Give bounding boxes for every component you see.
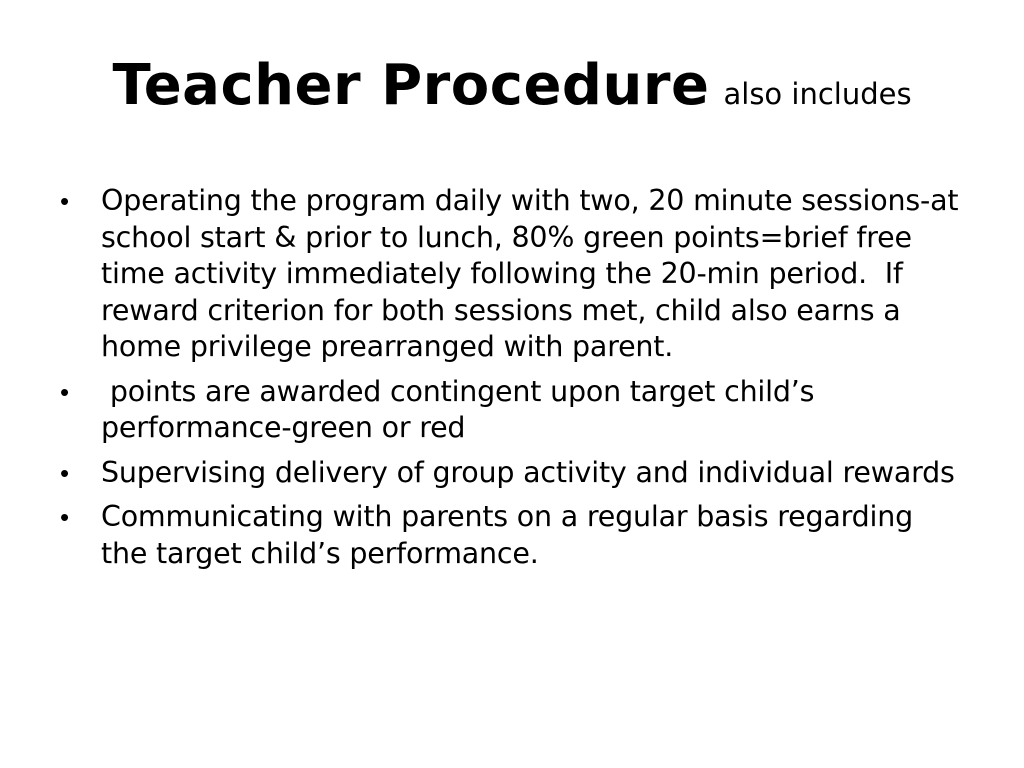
bullet-item (60, 499, 960, 572)
bullet-item (60, 455, 960, 492)
bullet-item (60, 183, 968, 366)
title-suffix: also includes (723, 77, 912, 111)
slide-title (0, 53, 1024, 118)
bullet-text: points are awarded contingent upon target child’s performance-green or red (101, 374, 824, 444)
bullet-marker: • (60, 376, 69, 407)
bullet-marker: • (60, 457, 69, 488)
bullet-marker: • (60, 186, 69, 216)
bullet-text: Operating the program daily with two, 20 minute sessions-at school start & prior to lunch, 80% green points=brief free time activity immediately following the 20-min period. If reward criterion for both sessions met, child also earns a home privilege prearranged with parent. (101, 184, 968, 363)
bullet-text: Communicating with parents on a regular basis regarding the target child’s performance. (101, 500, 922, 570)
bullet-list (60, 183, 968, 580)
bullet-text: Supervising delivery of group activity and individual rewards (101, 455, 955, 489)
title-main: Teacher Procedure (112, 53, 710, 118)
bullet-item (60, 374, 960, 447)
bullet-marker: • (60, 502, 69, 532)
